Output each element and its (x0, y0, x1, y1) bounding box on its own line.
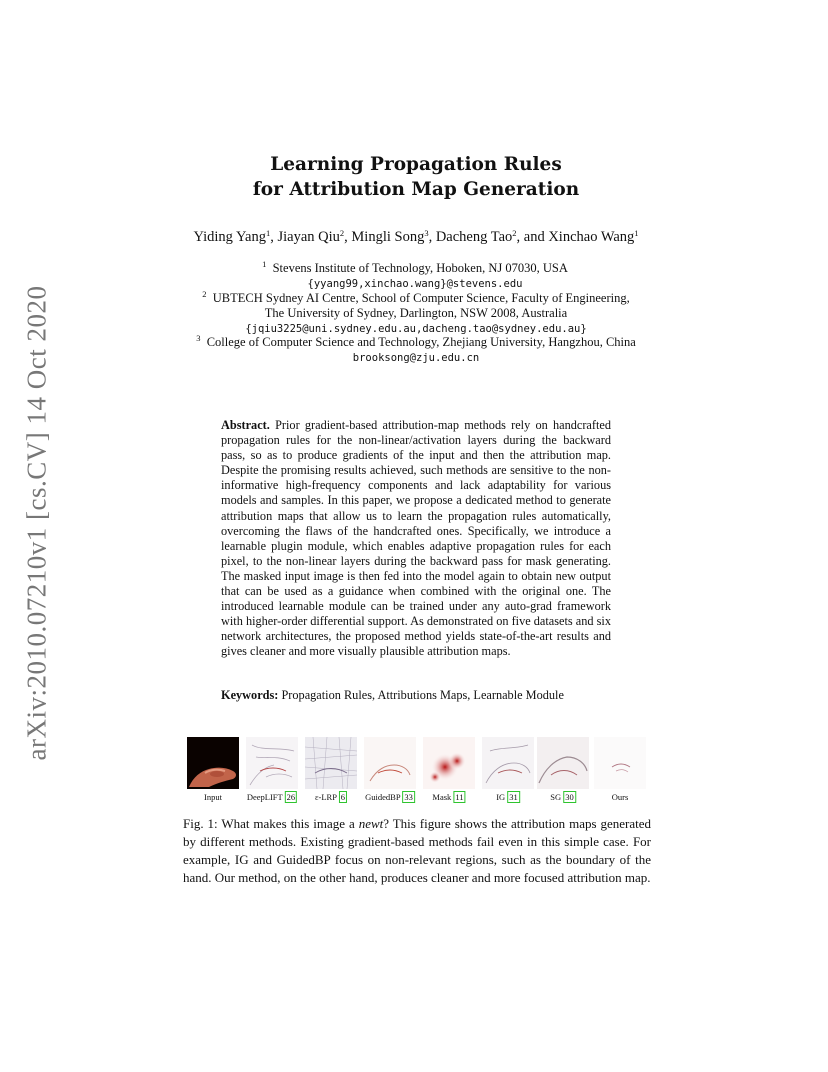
figure-label (496, 792, 520, 802)
author-name: Xinchao Wang (548, 229, 635, 245)
label-text: GuidedBP (365, 792, 401, 802)
label-text: Mask (432, 792, 452, 802)
abstract-heading: Abstract. (221, 418, 270, 432)
ig-map (482, 737, 534, 789)
author-name: Yiding Yang (193, 229, 266, 245)
figure-caption (183, 815, 651, 887)
figure-label (550, 792, 576, 802)
sg-map (537, 737, 589, 789)
citation-link[interactable]: 30 (565, 792, 574, 802)
author-sup: 2 (339, 228, 345, 238)
abstract (221, 418, 611, 660)
figure-label (432, 792, 465, 802)
title-line-1: Learning Propagation Rules (270, 154, 562, 175)
title-line-2: for Attribution Map Generation (252, 179, 580, 200)
arxiv-sidebar (21, 285, 52, 761)
deeplift-map (246, 737, 298, 789)
figure-label (247, 792, 297, 802)
affiliation-sup: 3 (196, 333, 201, 343)
author-sup: 1 (634, 228, 639, 238)
affiliation-1 (160, 261, 670, 292)
caption-prefix: Fig. 1: What makes this image a (183, 816, 359, 831)
affiliation-email: brooksong@zju.edu.cn (352, 352, 480, 364)
label-text: DeepLIFT (246, 792, 283, 802)
author-name: Mingli Song (351, 229, 425, 245)
guidedbp-map (364, 737, 416, 789)
caption-text: ? This figure shows the attribution maps generated by different methods. Existing gradient-based methods fail even in this simple case. For example, IG and GuidedBP focus on non-relevant regions, such as the boundary of the hand. Our method, on the other hand, produces cleaner and more focused attribution map. (183, 816, 651, 885)
caption-italic: newt (358, 816, 384, 831)
affiliation-sup: 1 (262, 259, 267, 269)
arxiv-identifier: arXiv:2010.07210v1 [cs.CV] 14 Oct 2020 (21, 285, 52, 761)
citation-link[interactable]: 26 (286, 792, 296, 802)
author-sup: 2 (512, 228, 517, 238)
author-name: Dacheng Tao (435, 229, 513, 245)
figure-image-row (187, 737, 647, 789)
affiliation-text: College of Computer Science and Technology, Zhejiang University, Hangzhou, China (206, 335, 636, 349)
affiliation-text: The University of Sydney, Darlington, NSW 2008, Australia (264, 306, 568, 320)
figure-label (204, 792, 222, 802)
author-sup: 1 (265, 228, 271, 238)
affiliation-email: {jqiu3225@uni.sydney.edu.au,dacheng.tao@sydney.edu.au} (245, 323, 587, 335)
author-name: Jiayan Qiu (277, 229, 340, 245)
figure-label (315, 792, 347, 802)
elrp-map (305, 737, 357, 789)
label-text: ε-LRP (314, 792, 337, 802)
author-list: Yiding Yang$^1$, Jiayan Qiu$^2$, Mingli Song$^3$, Dacheng Tao$^2$, and Xinchao Wang$^1$ (193, 228, 639, 245)
figure-label (365, 792, 415, 802)
label-text: Ours (611, 792, 629, 802)
keywords-text: Propagation Rules, Attributions Maps, Learnable Module (281, 688, 564, 702)
citation-link[interactable]: 11 (455, 792, 464, 802)
mask-map (423, 737, 475, 789)
label-text: SG (550, 792, 562, 802)
affiliation-email: {yyang99,xinchao.wang}@stevens.edu (307, 278, 523, 290)
abstract-body: Prior gradient-based attribution-map methods rely on handcrafted propagation rules for the non-linear/activation layers during the backward pass, so as to produce gradients of the input and then the attribution map. Despite the promising results achieved, such methods are sensitive to the non-informative high-frequency components and lack adaptability for various models and samples. In this paper, we propose a dedicated method to generate attribution maps that allow us to learn the propagation rules automatically, overcoming the flaws of the handcrafted ones. Specifically, we introduce a learnable plugin module, which enables adaptive propagation rules for each pixel, to the non-linear layers during the backward pass for mask generating. The masked input image is then fed into the model again to obtain new output that can be used as a guidance when combined with the original one. The introduced learnable module can be trained under any auto-grad framework with higher-order differential support. As demonstrated on five datasets and six network architectures, the proposed method yields state-of-the-art results and gives cleaner and more visually plausible attribution maps. (221, 418, 611, 659)
keywords (221, 688, 621, 703)
affiliation-text: Stevens Institute of Technology, Hoboken, NJ 07030, USA (272, 261, 568, 275)
citation-link[interactable]: 31 (509, 792, 518, 802)
figure-label (612, 792, 629, 802)
citation-link[interactable]: 6 (340, 792, 346, 802)
paper-title (180, 152, 652, 202)
label-text: Input (204, 792, 222, 802)
author-sup: 3 (424, 228, 429, 238)
affiliation-3 (150, 335, 682, 366)
affiliation-2 (150, 291, 682, 337)
label-text: IG (496, 792, 506, 802)
keywords-heading: Keywords: (221, 688, 279, 702)
citation-link[interactable]: 33 (404, 792, 413, 802)
figure-labels (187, 792, 647, 804)
affiliation-text: UBTECH Sydney AI Centre, School of Computer Science, Faculty of Engineering, (212, 291, 630, 305)
input-image (187, 737, 239, 789)
affiliation-sup: 2 (202, 289, 207, 299)
ours-map (594, 737, 646, 789)
